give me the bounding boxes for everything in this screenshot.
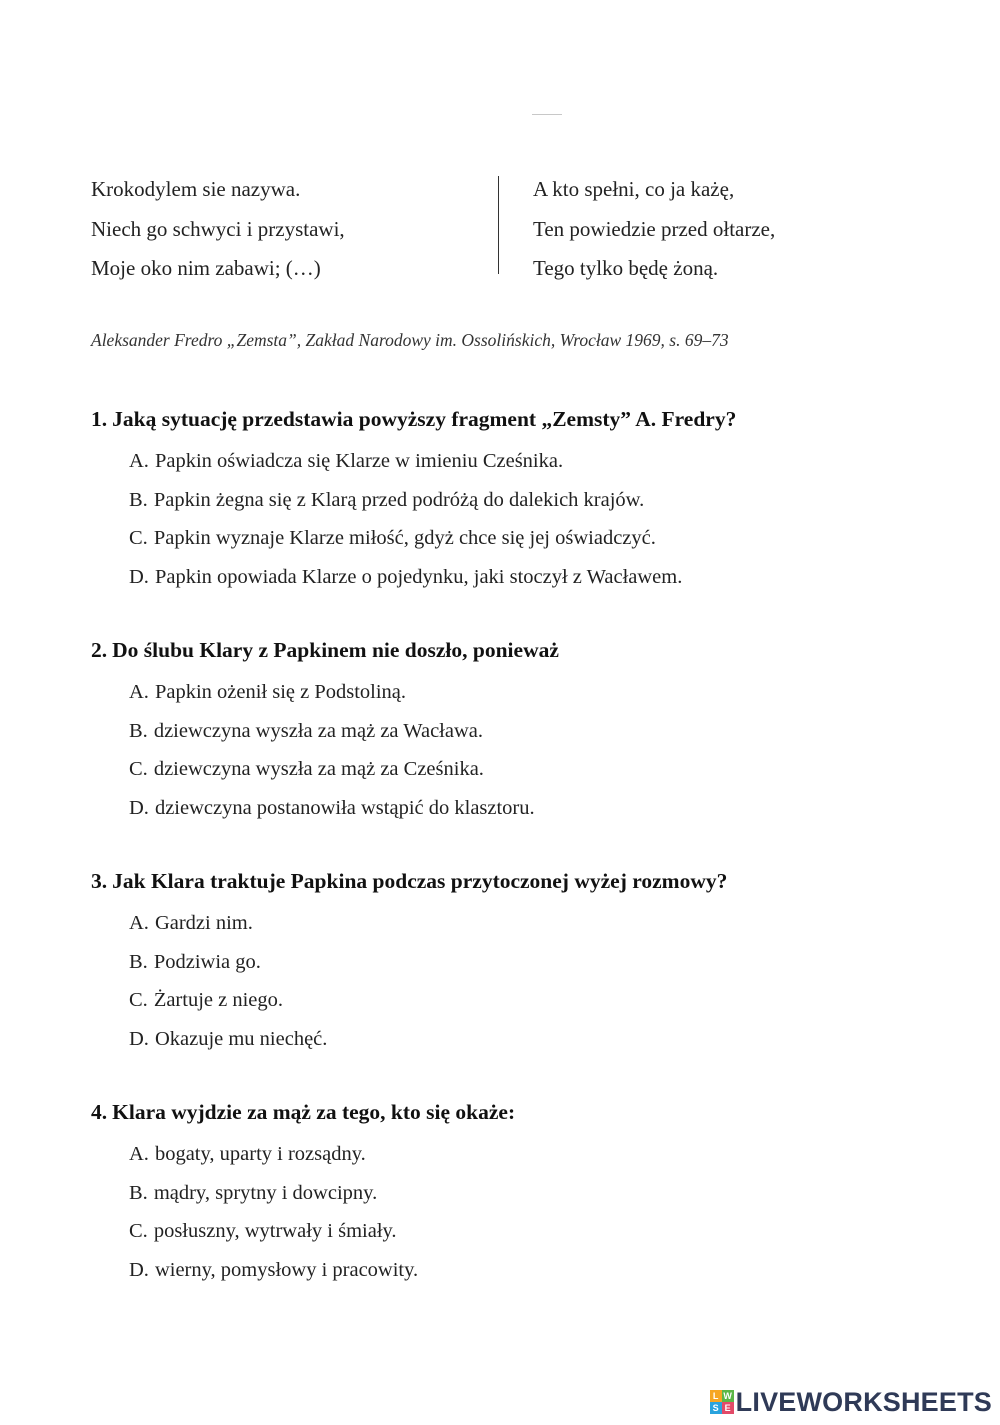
answer-option-d[interactable] — [129, 789, 971, 828]
answer-option-a[interactable] — [129, 442, 971, 481]
question-title — [91, 1097, 971, 1127]
question-number: 2. — [91, 638, 108, 662]
logo-tile: S — [710, 1402, 722, 1414]
option-text: Okazuje mu niechęć. — [154, 1028, 328, 1051]
page-header-mark — [532, 114, 562, 115]
question-text: Jaką sytuację przedstawia powyższy fragment „Zemsty” A. Fredry? — [112, 407, 737, 431]
answer-option-a[interactable] — [129, 673, 971, 712]
answer-option-c[interactable] — [129, 519, 971, 558]
option-letter: A. — [129, 912, 149, 934]
poem-line: Ten powiedzie przed ołtarze, — [533, 216, 776, 241]
option-letter: D. — [129, 797, 149, 820]
poem-line: Niech go schwyci i przystawi, — [91, 216, 345, 241]
answer-option-c[interactable] — [129, 1212, 971, 1251]
question-number: 4. — [91, 1100, 108, 1124]
question-title — [91, 635, 971, 665]
poem-line: Tego tylko będę żoną. — [533, 256, 719, 280]
answer-option-a[interactable] — [129, 904, 971, 943]
option-text: wierny, pomysłowy i pracowity. — [154, 1259, 419, 1282]
question-3 — [91, 866, 971, 1059]
option-text: Papkin opowiada Klarze o pojedynku, jaki stoczył z Wacławem. — [154, 566, 683, 589]
poem-right-column — [533, 170, 775, 289]
poem-line: A kto spełni, co ja każę, — [533, 177, 735, 201]
option-letter: C. — [129, 1220, 148, 1243]
option-text: dziewczyna wyszła za mąż za Cześnika. — [153, 758, 484, 781]
answer-option-b[interactable] — [129, 481, 971, 520]
option-letter: C. — [129, 758, 148, 781]
liveworksheets-brand[interactable] — [710, 1387, 992, 1417]
poem-left-column — [91, 170, 345, 289]
option-letter: D. — [129, 1259, 149, 1282]
answer-option-d[interactable] — [129, 1251, 971, 1290]
option-text: Papkin wyznaje Klarze miłość, gdyż chce się jej oświadczyć. — [153, 527, 656, 550]
option-letter: C. — [129, 527, 148, 550]
answer-option-d[interactable] — [129, 558, 971, 597]
liveworksheets-logo-icon — [710, 1390, 734, 1414]
option-letter: D. — [129, 1028, 149, 1051]
option-letter: D. — [129, 566, 149, 589]
source-citation: Aleksander Fredro „Zemsta”, Zakład Narodowy im. Ossolińskich, Wrocław 1969, s. 69–73 — [91, 330, 729, 350]
option-letter: A. — [129, 1143, 149, 1165]
option-letter: B. — [129, 488, 148, 511]
option-text: Papkin ożenił się z Podstoliną. — [154, 681, 407, 703]
answer-option-c[interactable] — [129, 750, 971, 789]
question-text: Klara wyjdzie za mąż za tego, kto się okaże: — [112, 1100, 516, 1124]
answer-options — [91, 442, 971, 597]
option-text: Papkin żegna się z Klarą przed podróżą do dalekich krajów. — [153, 488, 645, 511]
question-text: Do ślubu Klary z Papkinem nie doszło, ponieważ — [112, 638, 559, 662]
option-letter: B. — [129, 719, 148, 742]
answer-options — [91, 1135, 971, 1290]
logo-tile: W — [723, 1391, 732, 1401]
option-text: mądry, sprytny i dowcipny. — [153, 1181, 378, 1204]
question-1 — [91, 404, 971, 597]
option-text: Papkin oświadcza się Klarze w imieniu Cześnika. — [154, 450, 564, 472]
poem-column-divider — [498, 176, 499, 274]
answer-option-c[interactable] — [129, 981, 971, 1020]
question-title — [91, 866, 971, 896]
question-title — [91, 404, 971, 434]
option-text: Żartuje z niego. — [153, 989, 284, 1012]
option-text: bogaty, uparty i rozsądny. — [154, 1143, 366, 1165]
poem-line: Krokodylem sie nazywa. — [91, 177, 301, 201]
question-4 — [91, 1097, 971, 1290]
question-number: 1. — [91, 407, 108, 431]
option-text: Gardzi nim. — [154, 912, 253, 934]
option-letter: B. — [129, 1181, 148, 1204]
answer-option-b[interactable] — [129, 1174, 971, 1213]
option-text: Podziwia go. — [153, 950, 261, 973]
option-text: dziewczyna wyszła za mąż za Wacława. — [153, 719, 484, 742]
logo-tile: E — [722, 1402, 734, 1414]
logo-tile: L — [710, 1390, 722, 1402]
answer-options — [91, 904, 971, 1059]
option-letter: C. — [129, 989, 148, 1012]
answer-options — [91, 673, 971, 828]
poem-excerpt — [0, 170, 1000, 280]
question-number: 3. — [91, 869, 108, 893]
brand-name: LIVEWORKSHEETS — [735, 1386, 992, 1417]
answer-option-a[interactable] — [129, 1135, 971, 1174]
poem-line: Moje oko nim zabawi; (…) — [91, 256, 321, 280]
answer-option-b[interactable] — [129, 712, 971, 751]
option-letter: A. — [129, 450, 149, 472]
option-text: dziewczyna postanowiła wstąpić do klasztoru. — [154, 797, 535, 820]
question-2 — [91, 635, 971, 828]
answer-option-b[interactable] — [129, 943, 971, 982]
answer-option-d[interactable] — [129, 1020, 971, 1059]
option-text: posłuszny, wytrwały i śmiały. — [153, 1220, 397, 1243]
option-letter: B. — [129, 950, 148, 973]
question-text: Jak Klara traktuje Papkina podczas przytoczonej wyżej rozmowy? — [112, 869, 728, 893]
option-letter: A. — [129, 681, 149, 703]
